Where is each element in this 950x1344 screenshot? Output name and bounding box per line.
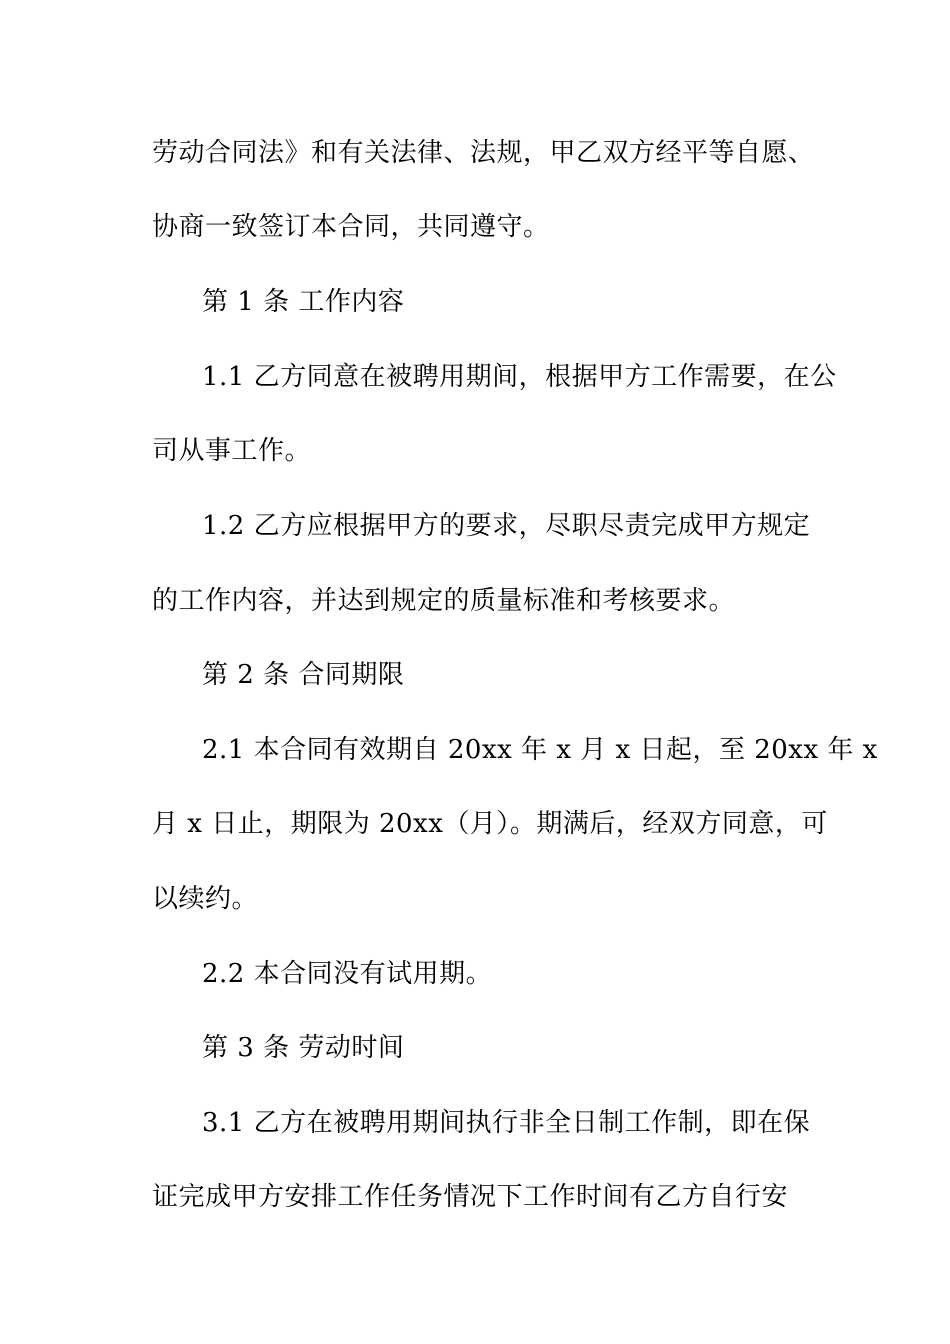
- paragraph-line: 协商一致签订本合同，共同遵守。: [152, 212, 550, 242]
- paragraph-line: 证完成甲方安排工作任务情况下工作时间有乙方自行安: [152, 1182, 789, 1212]
- article-heading: 第 2 条 合同期限: [202, 660, 405, 690]
- paragraph-line: 1.2 乙方应根据甲方的要求，尽职尽责完成甲方规定: [202, 511, 811, 541]
- paragraph-line: 的工作内容，并达到规定的质量标准和考核要求。: [152, 586, 736, 616]
- paragraph-line: 3.1 乙方在被聘用期间执行非全日制工作制，即在保: [202, 1108, 811, 1138]
- paragraph-line: 1.1 乙方同意在被聘用期间，根据甲方工作需要，在公: [202, 362, 837, 392]
- paragraph-line: 司从事工作。: [152, 436, 312, 466]
- paragraph-line: 劳动合同法》和有关法律、法规，甲乙双方经平等自愿、: [152, 138, 815, 168]
- article-heading: 第 3 条 劳动时间: [202, 1033, 405, 1063]
- paragraph-line: 2.1 本合同有效期自 20xx 年 x 月 x 日起，至 20xx 年 x: [202, 735, 878, 765]
- article-heading: 第 1 条 工作内容: [202, 287, 405, 317]
- paragraph-line: 月 x 日止，期限为 20xx（月）。期满后，经双方同意，可: [152, 809, 828, 839]
- paragraph-line: 2.2 本合同没有试用期。: [202, 959, 493, 989]
- paragraph-line: 以续约。: [152, 884, 259, 914]
